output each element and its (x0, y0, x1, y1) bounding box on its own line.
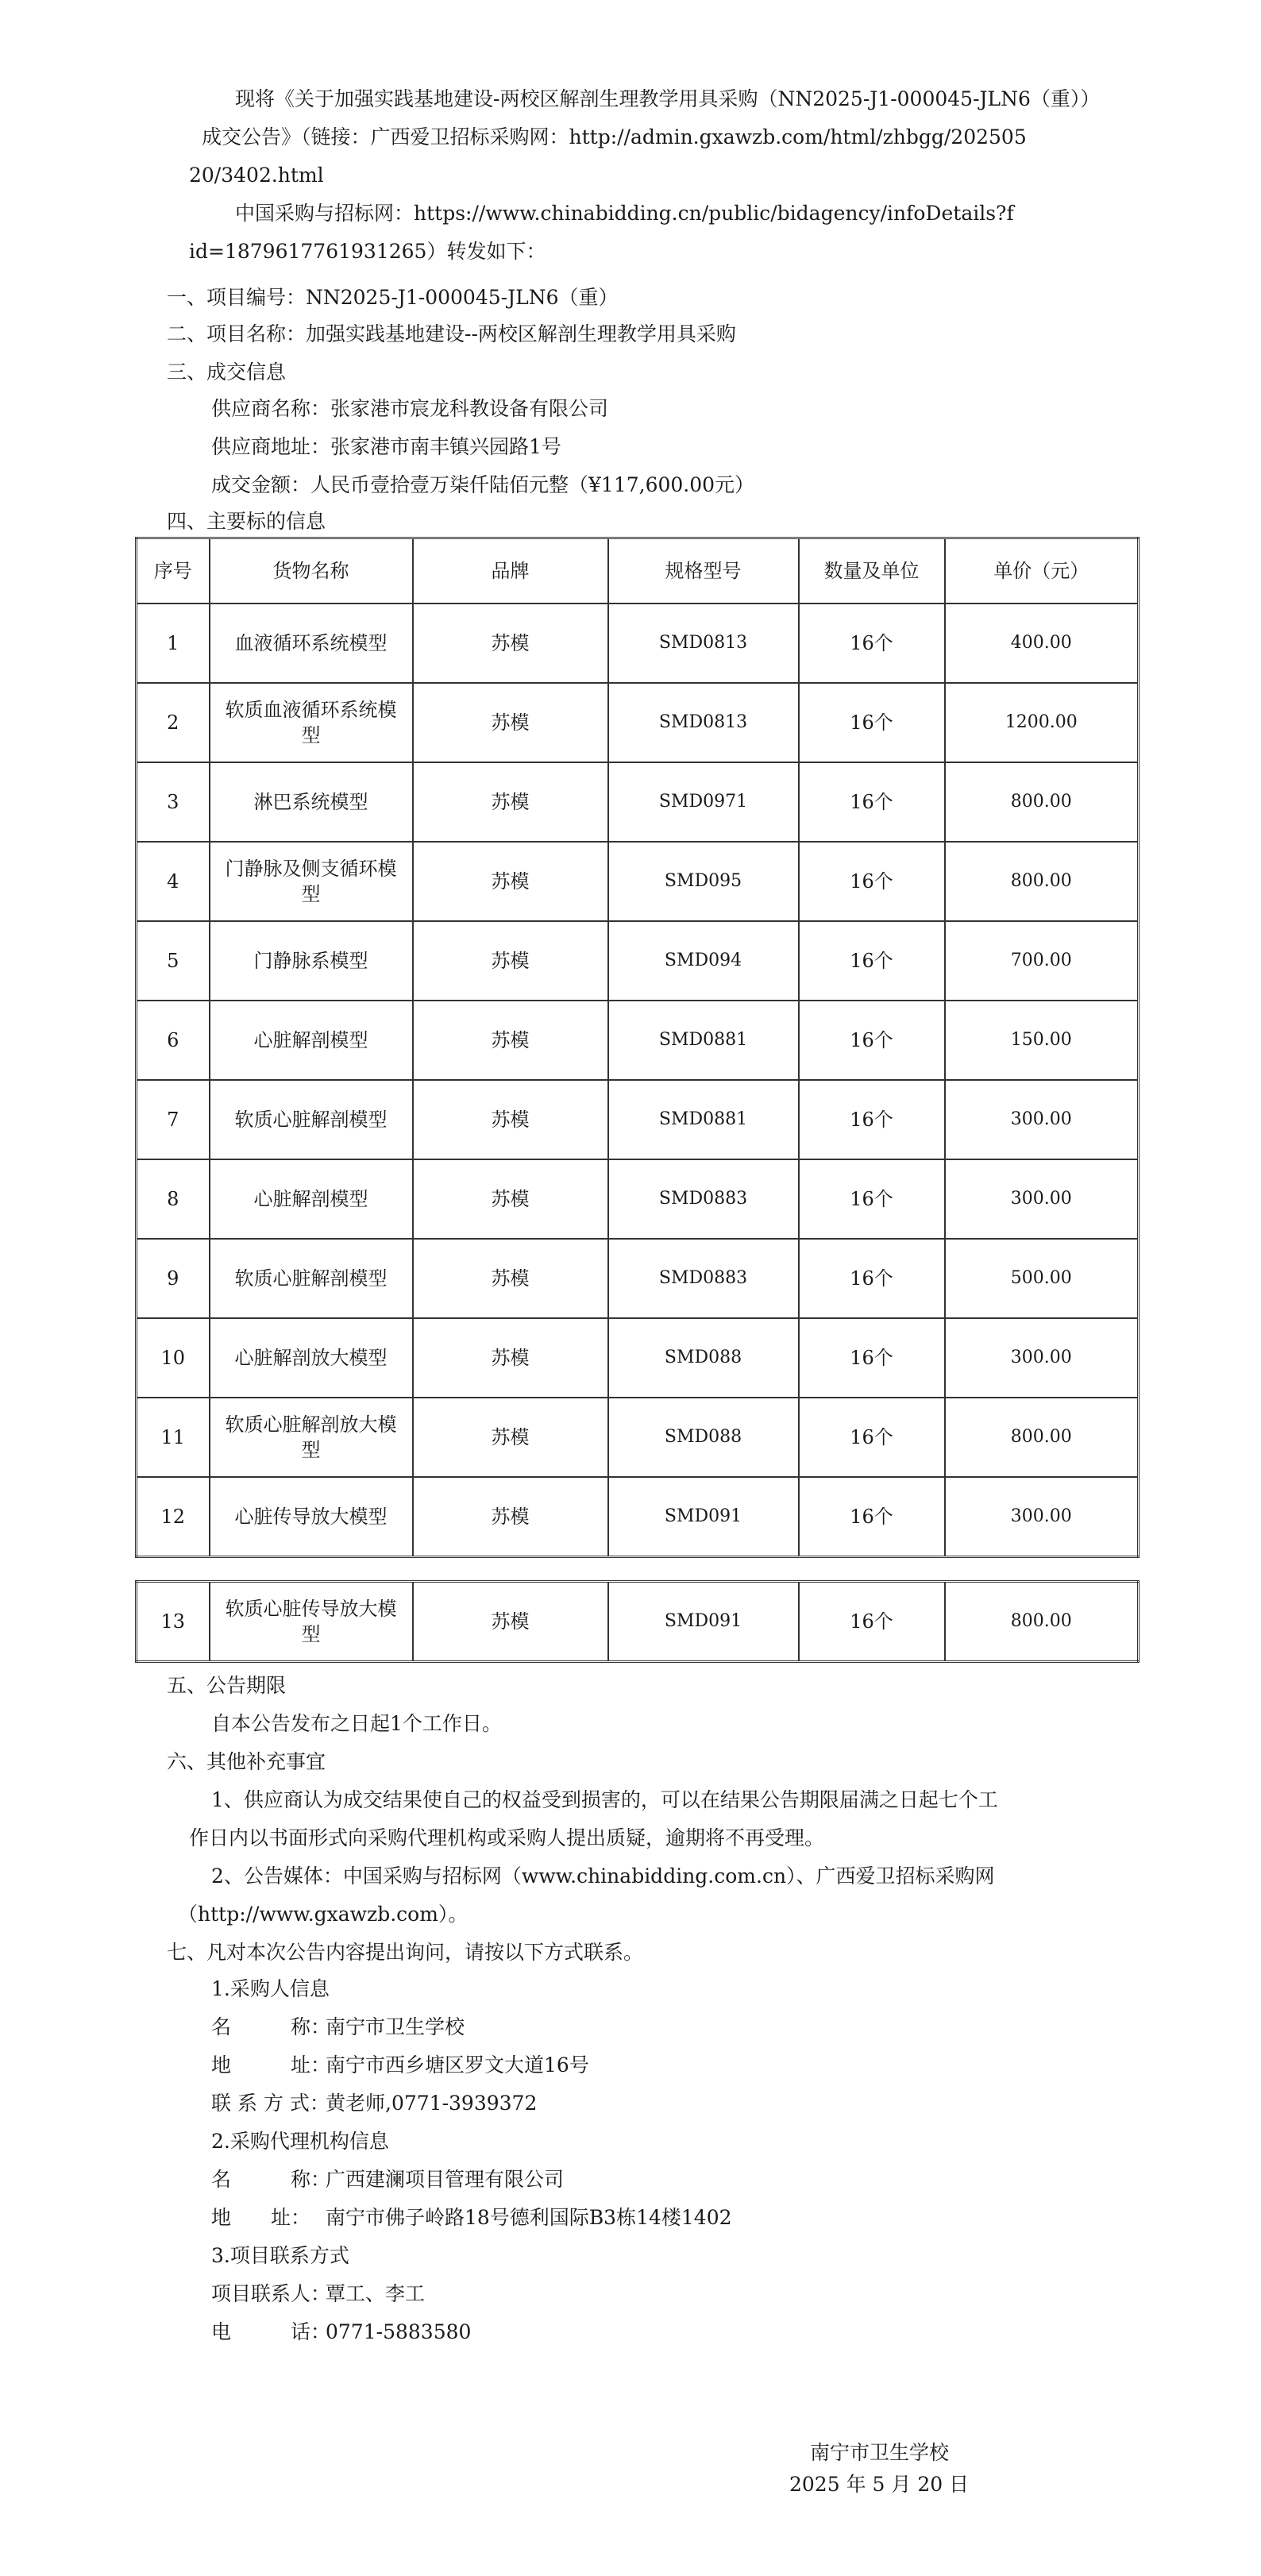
cell-goods-name: 门静脉及侧支循环模型 (210, 842, 413, 921)
cell-quantity: 16个 (799, 842, 945, 921)
other-item-2a: 2、公告媒体：中国采购与招标网（www.chinabidding.com.cn）、广西爱卫招标采购网 (211, 1865, 995, 1888)
table-row (137, 921, 1139, 1001)
cell-model: SMD095 (608, 842, 799, 921)
other-item-1b: 作日内以书面形式向采购代理机构或采购人提出质疑，逾期将不再受理。 (189, 1826, 825, 1849)
cell-row-index: 7 (137, 1080, 210, 1159)
cell-goods-name: 软质心脏解剖模型 (210, 1080, 413, 1159)
cell-brand: 苏模 (413, 762, 608, 842)
cell-unit-price: 300.00 (945, 1159, 1139, 1239)
purchaser-name: 南宁市卫生学校 (326, 2015, 465, 2038)
purchaser-title: 1.采购人信息 (211, 1977, 330, 2000)
section-contact-heading: 七、凡对本次公告内容提出询问，请按以下方式联系。 (167, 1941, 644, 1964)
other-item-1a: 1、供应商认为成交结果使自己的权益受到损害的，可以在结果公告期限届满之日起七个工 (211, 1788, 998, 1811)
cell-quantity: 16个 (799, 1080, 945, 1159)
agency-address-row (211, 2204, 732, 2231)
cell-model: SMD088 (608, 1318, 799, 1398)
cell-unit-price: 150.00 (945, 1001, 1139, 1080)
cell-goods-name: 软质血液循环系统模型 (210, 683, 413, 762)
project-phone-row (211, 2319, 471, 2346)
purchaser-contact-row (211, 2090, 537, 2117)
cell-model: SMD0881 (608, 1001, 799, 1080)
cell-goods-name: 软质心脏解剖放大模型 (210, 1398, 413, 1477)
table-row (137, 1159, 1139, 1239)
cell-brand: 苏模 (413, 1477, 608, 1557)
section-project-name: 二、项目名称：加强实践基地建设--两校区解剖生理教学用具采购 (167, 322, 736, 345)
purchaser-address-label: 地 址： (211, 2053, 331, 2077)
table-row (137, 604, 1139, 683)
table-row (137, 1080, 1139, 1159)
cell-model: SMD0881 (608, 1080, 799, 1159)
cell-row-index: 1 (137, 604, 210, 683)
project-person: 覃工、李工 (326, 2282, 426, 2305)
cell-row-index: 6 (137, 1001, 210, 1080)
cell-quantity: 16个 (799, 1398, 945, 1477)
header-brand: 品牌 (413, 538, 608, 604)
cell-model: SMD088 (608, 1398, 799, 1477)
cell-unit-price: 800.00 (945, 762, 1139, 842)
table-header-row (137, 538, 1139, 604)
project-contact-title: 3.项目联系方式 (211, 2244, 349, 2267)
cell-brand: 苏模 (413, 1239, 608, 1318)
table-row (137, 1477, 1139, 1557)
header-model: 规格型号 (608, 538, 799, 604)
header-unit-price: 单价（元） (945, 538, 1139, 604)
project-phone: 0771-5883580 (326, 2320, 472, 2343)
cell-brand: 苏模 (413, 921, 608, 1001)
agency-title: 2.采购代理机构信息 (211, 2130, 389, 2153)
cell-unit-price: 800.00 (945, 842, 1139, 921)
supplier-address: 供应商地址：张家港市南丰镇兴园路1号 (211, 435, 561, 458)
cell-row-index: 9 (137, 1239, 210, 1318)
purchaser-name-label: 名 称： (211, 2015, 331, 2038)
cell-quantity: 16个 (799, 1001, 945, 1080)
supplier-name: 供应商名称：张家港市宸龙科教设备有限公司 (211, 397, 609, 420)
purchaser-name-row (211, 2014, 465, 2041)
purchaser-contact-label: 联 系 方 式： (211, 2092, 330, 2115)
table-row (137, 1398, 1139, 1477)
table-row (137, 1239, 1139, 1318)
cell-row-index: 10 (137, 1318, 210, 1398)
signature-org: 南宁市卫生学校 (810, 2441, 950, 2464)
agency-address: 南宁市佛子岭路18号德利国际B3栋14楼1402 (326, 2206, 732, 2229)
cell-brand: 苏模 (413, 1159, 608, 1239)
cell-quantity: 16个 (799, 1159, 945, 1239)
header-goods-name: 货物名称 (210, 538, 413, 604)
purchaser-contact: 黄老师,0771-3939372 (326, 2092, 538, 2115)
deal-amount: 成交金额：人民币壹拾壹万柒仟陆佰元整（¥117,600.00元） (211, 473, 755, 496)
cell-model: SMD091 (608, 1477, 799, 1557)
cell-quantity: 16个 (799, 1477, 945, 1557)
cell-goods-name: 心脏解剖模型 (210, 1159, 413, 1239)
cell-unit-price: 300.00 (945, 1080, 1139, 1159)
section-period-heading: 五、公告期限 (167, 1674, 287, 1697)
cell-row-index: 13 (137, 1582, 210, 1662)
section-project-number: 一、项目编号：NN2025-J1-000045-JLN6（重） (167, 286, 619, 309)
cell-brand: 苏模 (413, 1001, 608, 1080)
cell-quantity: 16个 (799, 1582, 945, 1662)
cell-model: SMD091 (608, 1582, 799, 1662)
intro-line-1: 现将《关于加强实践基地建设-两校区解剖生理教学用具采购（NN2025-J1-000045-JLN6（重）） (235, 87, 1101, 110)
cell-unit-price: 700.00 (945, 921, 1139, 1001)
agency-name-row (211, 2166, 564, 2193)
section-items-heading: 四、主要标的信息 (167, 510, 326, 533)
cell-row-index: 5 (137, 921, 210, 1001)
cell-quantity: 16个 (799, 604, 945, 683)
cell-goods-name: 淋巴系统模型 (210, 762, 413, 842)
cell-row-index: 12 (137, 1477, 210, 1557)
cell-goods-name: 血液循环系统模型 (210, 604, 413, 683)
intro-line-4: 中国采购与招标网：https://www.chinabidding.cn/public/bidagency/infoDetails?f (235, 202, 1014, 225)
agency-name-label: 名 称： (211, 2168, 331, 2191)
cell-model: SMD0883 (608, 1239, 799, 1318)
cell-quantity: 16个 (799, 683, 945, 762)
header-index: 序号 (137, 538, 210, 604)
cell-goods-name: 心脏传导放大模型 (210, 1477, 413, 1557)
cell-model: SMD0813 (608, 683, 799, 762)
items-table (135, 537, 1137, 1558)
intro-line-5: id=1879617761931265）转发如下： (189, 240, 546, 263)
cell-quantity: 16个 (799, 921, 945, 1001)
cell-quantity: 16个 (799, 1239, 945, 1318)
intro-line-3: 20/3402.html (189, 164, 324, 187)
other-item-2b: （http://www.gxawzb.com）。 (178, 1903, 469, 1926)
cell-unit-price: 300.00 (945, 1477, 1139, 1557)
cell-row-index: 11 (137, 1398, 210, 1477)
project-person-row (211, 2281, 425, 2308)
project-phone-label: 电 话： (211, 2320, 331, 2343)
cell-model: SMD0971 (608, 762, 799, 842)
cell-row-index: 4 (137, 842, 210, 921)
cell-brand: 苏模 (413, 1582, 608, 1662)
cell-goods-name: 软质心脏解剖模型 (210, 1239, 413, 1318)
header-quantity: 数量及单位 (799, 538, 945, 604)
cell-brand: 苏模 (413, 683, 608, 762)
cell-unit-price: 400.00 (945, 604, 1139, 683)
agency-name: 广西建澜项目管理有限公司 (326, 2168, 565, 2191)
cell-unit-price: 800.00 (945, 1398, 1139, 1477)
cell-quantity: 16个 (799, 762, 945, 842)
signature-date: 2025 年 5 月 20 日 (789, 2473, 970, 2496)
cell-goods-name: 门静脉系模型 (210, 921, 413, 1001)
cell-row-index: 8 (137, 1159, 210, 1239)
cell-brand: 苏模 (413, 1398, 608, 1477)
cell-brand: 苏模 (413, 1318, 608, 1398)
table-row (137, 683, 1139, 762)
section-other-heading: 六、其他补充事宜 (167, 1750, 326, 1773)
cell-model: SMD0883 (608, 1159, 799, 1239)
purchaser-address-row (211, 2052, 589, 2079)
table-row (137, 762, 1139, 842)
cell-unit-price: 1200.00 (945, 683, 1139, 762)
project-person-label: 项目联系人： (211, 2282, 331, 2305)
table-row (137, 842, 1139, 921)
section-deal-info-heading: 三、成交信息 (167, 361, 287, 384)
cell-brand: 苏模 (413, 1080, 608, 1159)
cell-model: SMD094 (608, 921, 799, 1001)
agency-address-label: 地 址： (211, 2206, 311, 2229)
table-row (137, 1001, 1139, 1080)
cell-unit-price: 500.00 (945, 1239, 1139, 1318)
cell-goods-name: 心脏解剖放大模型 (210, 1318, 413, 1398)
purchaser-address: 南宁市西乡塘区罗文大道16号 (326, 2053, 589, 2077)
cell-unit-price: 300.00 (945, 1318, 1139, 1398)
intro-line-2: 成交公告》（链接：广西爱卫招标采购网：http://admin.gxawzb.com/html/zhbgg/202505 (202, 125, 1027, 148)
cell-model: SMD0813 (608, 604, 799, 683)
cell-goods-name: 心脏解剖模型 (210, 1001, 413, 1080)
cell-row-index: 2 (137, 683, 210, 762)
cell-row-index: 3 (137, 762, 210, 842)
section-period-text: 自本公告发布之日起1个工作日。 (211, 1712, 502, 1735)
table-row (137, 1318, 1139, 1398)
table-row (137, 1582, 1139, 1662)
cell-quantity: 16个 (799, 1318, 945, 1398)
cell-unit-price: 800.00 (945, 1582, 1139, 1662)
items-table-continued (135, 1580, 1137, 1663)
cell-brand: 苏模 (413, 604, 608, 683)
cell-goods-name: 软质心脏传导放大模型 (210, 1582, 413, 1662)
cell-brand: 苏模 (413, 842, 608, 921)
